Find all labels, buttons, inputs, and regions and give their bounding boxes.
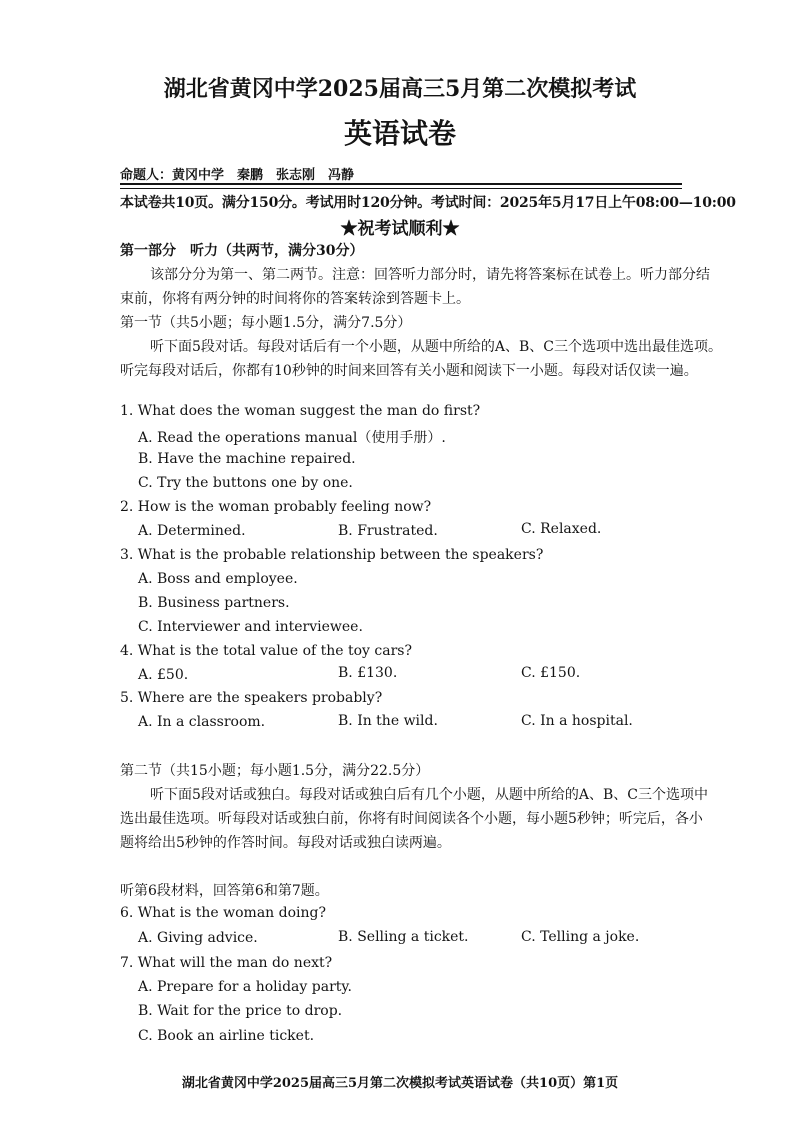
section2-instr-line1: 听下面5段对话或独白。每段对话或独白后有几个小题，从题中所给的A、B、C三个选项中 (150, 787, 709, 803)
question-option[interactable]: A. Read the operations manual（使用手册）. (138, 430, 446, 446)
material-6-note: 听第6段材料，回答第6和第7题。 (120, 883, 329, 899)
question-option[interactable]: A. Prepare for a holiday party. (138, 979, 352, 995)
question-stem: 2. How is the woman probably feeling now? (120, 499, 432, 515)
section2-heading: 第二节（共15小题；每小题1.5分，满分22.5分） (120, 763, 430, 779)
question-option[interactable]: C. Telling a joke. (521, 929, 640, 945)
question-option[interactable]: C. In a hospital. (521, 713, 633, 729)
header-rule-thick (120, 183, 682, 185)
exam-subtitle: 英语试卷 (343, 117, 456, 150)
question-stem: 6. What is the woman doing? (120, 905, 326, 921)
question-option[interactable]: A. £50. (138, 667, 189, 683)
question-option[interactable]: A. Boss and employee. (138, 571, 298, 587)
question-stem: 4. What is the total value of the toy cars? (120, 643, 412, 659)
question-option[interactable]: C. Relaxed. (521, 521, 602, 537)
good-luck-banner: ★祝考试顺利★ (340, 219, 460, 239)
question-option[interactable]: A. Determined. (138, 523, 246, 539)
question-stem: 5. Where are the speakers probably? (120, 690, 383, 706)
part1-intro-line1: 该部分分为第一、第二两节。注意：回答听力部分时，请先将答案标在试卷上。听力部分结 (150, 267, 710, 283)
question-option[interactable]: C. Book an airline ticket. (138, 1028, 315, 1044)
section1-heading: 第一节（共5小题；每小题1.5分，满分7.5分） (120, 315, 412, 331)
exam-info-line: 本试卷共10页。满分150分。考试用时120分钟。考试时间：2025年5月17日上午08:00—10:00 (120, 195, 736, 211)
question-stem: 3. What is the probable relationship between the speakers? (120, 547, 544, 563)
part1-heading: 第一部分 听力（共两节，满分30分） (120, 243, 364, 259)
question-stem: 1. What does the woman suggest the man do first? (120, 403, 481, 419)
page-footer: 湖北省黄冈中学2025届高三5月第二次模拟考试英语试卷（共10页）第1页 (181, 1076, 619, 1091)
authors-line: 命题人：黄冈中学 秦鹏 张志刚 冯静 (120, 168, 355, 183)
section2-instr-line3: 题将给出5秒钟的作答时间。每段对话或独白读两遍。 (120, 835, 451, 851)
question-option[interactable]: B. In the wild. (338, 713, 438, 729)
section1-instr-line1: 听下面5段对话。每段对话后有一个小题，从题中所给的A、B、C三个选项中选出最佳选项。 (150, 339, 723, 355)
question-option[interactable]: C. Try the buttons one by one. (138, 475, 353, 491)
question-option[interactable]: B. Selling a ticket. (338, 929, 469, 945)
question-option[interactable]: B. Wait for the price to drop. (138, 1003, 343, 1019)
question-option[interactable]: B. £130. (338, 665, 398, 681)
question-option[interactable]: B. Frustrated. (338, 523, 438, 539)
section1-instr-line2: 听完每段对话后，你都有10秒钟的时间来回答有关小题和阅读下一小题。每段对话仅读一遍。 (120, 363, 698, 379)
question-option[interactable]: A. Giving advice. (138, 930, 258, 946)
part1-intro-line2: 束前，你将有两分钟的时间将你的答案转涂到答题卡上。 (120, 291, 470, 307)
exam-title: 湖北省黄冈中学2025届高三5月第二次模拟考试 (163, 76, 637, 102)
question-option[interactable]: B. Have the machine repaired. (138, 451, 356, 467)
header-rule-thin (120, 188, 682, 189)
section2-instr-line2: 选出最佳选项。听每段对话或独白前，你将有时间阅读各个小题，每小题5秒钟；听完后，各小 (120, 811, 703, 827)
question-option[interactable]: C. Interviewer and interviewee. (138, 619, 363, 635)
question-option[interactable]: A. In a classroom. (138, 714, 266, 730)
question-option[interactable]: B. Business partners. (138, 595, 290, 611)
question-stem: 7. What will the man do next? (120, 955, 333, 971)
question-option[interactable]: C. £150. (521, 665, 581, 681)
